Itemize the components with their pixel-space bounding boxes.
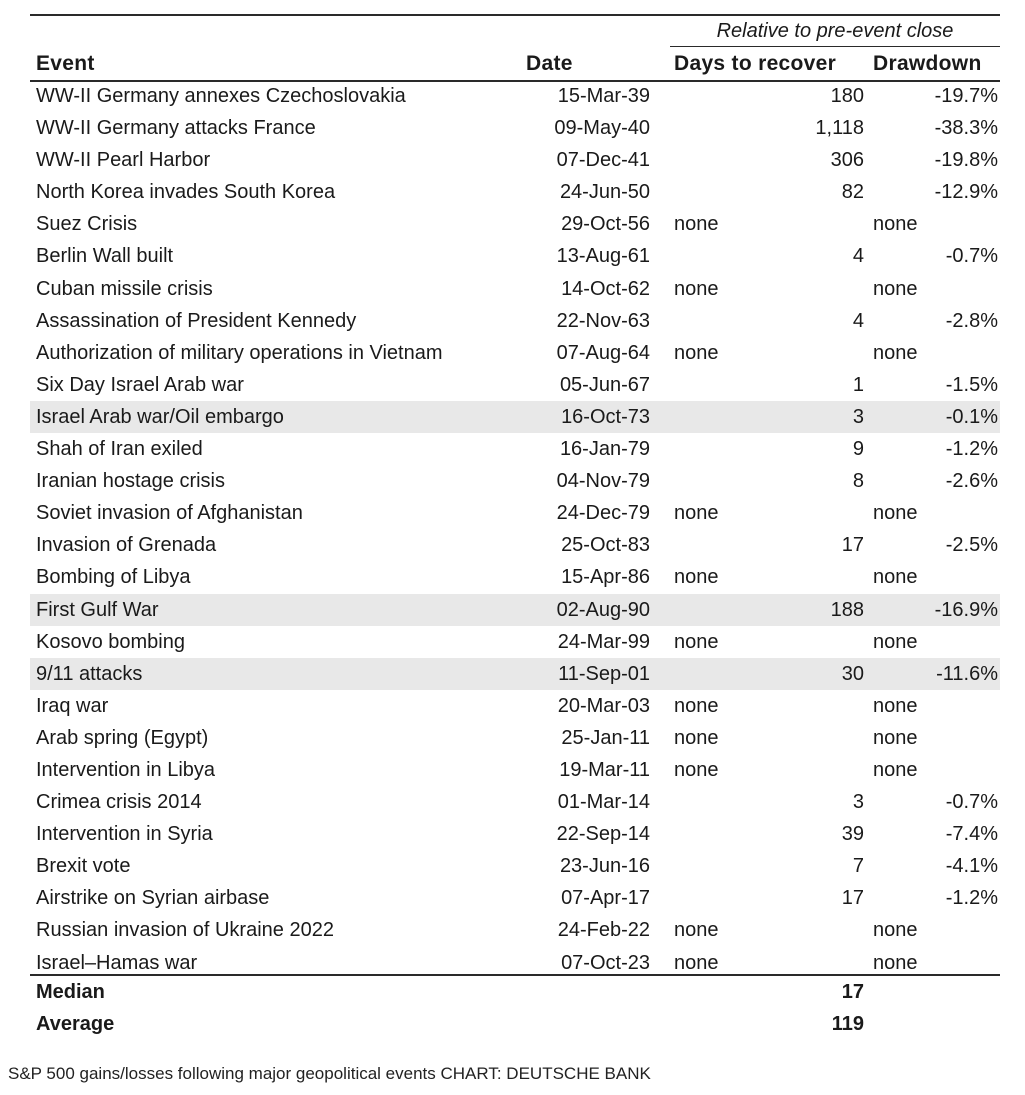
drawdown-cell: -16.9% xyxy=(934,598,998,621)
table-row xyxy=(30,690,1000,722)
event-cell: Brexit vote xyxy=(36,855,131,878)
drawdown-cell: none xyxy=(873,502,918,525)
table-row xyxy=(30,401,1000,433)
days-to-recover-cell: 3 xyxy=(852,405,864,428)
event-cell: Intervention in Syria xyxy=(36,823,213,846)
table-row xyxy=(30,465,1000,497)
table-row xyxy=(30,626,1000,658)
table-row xyxy=(30,754,1000,786)
event-cell: Suez Crisis xyxy=(36,213,138,236)
event-cell: Kosovo bombing xyxy=(36,630,185,653)
event-cell: Bombing of Libya xyxy=(36,566,191,589)
event-cell: WW-II Germany attacks France xyxy=(36,117,316,140)
days-to-recover-cell: none xyxy=(674,694,719,717)
days-to-recover-cell: 7 xyxy=(852,855,864,878)
median-days: 17 xyxy=(841,981,864,1003)
average-label: Average xyxy=(36,1013,115,1035)
days-to-recover-cell: none xyxy=(674,758,719,781)
table-row xyxy=(30,208,1000,240)
event-cell: Soviet invasion of Afghanistan xyxy=(36,502,303,525)
days-to-recover-cell: 82 xyxy=(841,181,864,204)
table-row xyxy=(30,305,1000,337)
drawdown-cell: none xyxy=(873,694,918,717)
days-to-recover-cell: 9 xyxy=(852,438,864,461)
days-to-recover-cell: 17 xyxy=(841,534,864,557)
chart-caption: S&P 500 gains/losses following major geopolitical events CHART: DEUTSCHE BANK xyxy=(8,1064,651,1083)
date-cell: 25-Oct-83 xyxy=(561,534,650,557)
days-to-recover-cell: 1 xyxy=(852,373,864,396)
days-to-recover-cell: 30 xyxy=(841,662,864,685)
days-to-recover-cell: none xyxy=(674,566,719,589)
date-cell: 07-Oct-23 xyxy=(561,951,650,974)
days-to-recover-cell: 1,118 xyxy=(815,117,864,140)
column-header-drawdown: Drawdown xyxy=(873,52,982,75)
drawdown-cell: -19.7% xyxy=(934,85,998,107)
date-cell: 29-Oct-56 xyxy=(561,213,650,236)
top-rule xyxy=(30,14,1000,16)
date-cell: 22-Nov-63 xyxy=(556,309,650,332)
event-cell: Cuban missile crisis xyxy=(36,277,213,300)
days-to-recover-cell: 4 xyxy=(852,309,864,332)
table-row xyxy=(30,658,1000,690)
event-cell: Israel Arab war/Oil embargo xyxy=(36,405,284,428)
column-header-days-to-recover: Days to recover xyxy=(674,52,837,75)
table-row xyxy=(30,112,1000,144)
group-header-rule xyxy=(670,46,1000,47)
event-cell: Iranian hostage crisis xyxy=(36,470,225,493)
drawdown-cell: -2.5% xyxy=(945,534,998,557)
date-cell: 09-May-40 xyxy=(554,117,650,140)
group-header: Relative to pre-event close xyxy=(716,20,954,42)
event-cell: 9/11 attacks xyxy=(36,662,143,685)
days-to-recover-cell: none xyxy=(674,341,719,364)
days-to-recover-cell: 39 xyxy=(841,823,864,846)
median-row xyxy=(30,976,1000,1008)
drawdown-cell: none xyxy=(873,277,918,300)
table-body xyxy=(30,80,1000,979)
days-to-recover-cell: 4 xyxy=(852,245,864,268)
days-to-recover-cell: none xyxy=(674,919,719,942)
drawdown-cell: -0.7% xyxy=(945,245,998,268)
date-cell: 22-Sep-14 xyxy=(556,823,650,846)
table-row xyxy=(30,850,1000,882)
date-cell: 04-Nov-79 xyxy=(556,470,650,493)
table-row xyxy=(30,914,1000,946)
date-cell: 23-Jun-16 xyxy=(559,855,650,878)
event-cell: Airstrike on Syrian airbase xyxy=(36,887,270,910)
days-to-recover-cell: none xyxy=(674,213,719,236)
days-to-recover-cell: none xyxy=(674,951,719,974)
table-row xyxy=(30,369,1000,401)
table-row xyxy=(30,433,1000,465)
date-cell: 05-Jun-67 xyxy=(559,373,650,396)
date-cell: 16-Oct-73 xyxy=(561,405,650,428)
event-cell: Shah of Iran exiled xyxy=(36,438,203,461)
date-cell: 07-Apr-17 xyxy=(561,887,650,910)
median-label: Median xyxy=(36,981,105,1003)
date-cell: 13-Aug-61 xyxy=(556,245,650,268)
days-to-recover-cell: none xyxy=(674,630,719,653)
date-cell: 01-Mar-14 xyxy=(557,791,650,814)
event-cell: Authorization of military operations in Vietnam xyxy=(36,341,443,364)
drawdown-cell: none xyxy=(873,630,918,653)
event-cell: Assassination of President Kennedy xyxy=(36,309,357,332)
date-cell: 11-Sep-01 xyxy=(558,662,650,685)
drawdown-cell: none xyxy=(873,758,918,781)
drawdown-cell: none xyxy=(873,951,918,974)
event-cell: Israel–Hamas war xyxy=(36,951,198,974)
days-to-recover-cell: 17 xyxy=(841,887,864,910)
drawdown-cell: none xyxy=(873,566,918,589)
drawdown-cell: -1.2% xyxy=(945,887,998,910)
days-to-recover-cell: 188 xyxy=(830,598,864,621)
drawdown-cell: -19.8% xyxy=(934,149,998,172)
days-to-recover-cell: none xyxy=(674,277,719,300)
drawdown-cell: none xyxy=(873,213,918,236)
date-cell: 07-Aug-64 xyxy=(556,341,650,364)
date-cell: 25-Jan-11 xyxy=(561,726,650,749)
drawdown-cell: -38.3% xyxy=(934,117,998,140)
event-cell: Iraq war xyxy=(36,694,109,717)
date-cell: 24-Mar-99 xyxy=(557,630,650,653)
table-row xyxy=(30,722,1000,754)
event-cell: Invasion of Grenada xyxy=(36,534,217,557)
date-cell: 15-Apr-86 xyxy=(561,566,650,589)
date-cell: 24-Jun-50 xyxy=(559,181,650,204)
table-row xyxy=(30,882,1000,914)
drawdown-cell: -0.7% xyxy=(945,791,998,814)
table-row xyxy=(30,80,1000,112)
drawdown-cell: -0.1% xyxy=(945,405,998,428)
event-cell: WW-II Pearl Harbor xyxy=(36,149,211,172)
drawdown-cell: -2.6% xyxy=(945,470,998,493)
drawdown-cell: none xyxy=(873,726,918,749)
date-cell: 15-Mar-39 xyxy=(557,85,650,107)
drawdown-cell: -2.8% xyxy=(945,309,998,332)
event-cell: Berlin Wall built xyxy=(36,245,174,268)
days-to-recover-cell: 306 xyxy=(830,149,864,172)
table-row xyxy=(30,786,1000,818)
event-cell: Crimea crisis 2014 xyxy=(36,791,202,814)
table-row xyxy=(30,818,1000,850)
drawdown-cell: -1.5% xyxy=(945,373,998,396)
date-cell: 24-Dec-79 xyxy=(556,502,650,525)
drawdown-cell: -7.4% xyxy=(945,823,998,846)
date-cell: 07-Dec-41 xyxy=(556,149,650,172)
drawdown-cell: none xyxy=(873,919,918,942)
drawdown-cell: none xyxy=(873,341,918,364)
drawdown-cell: -11.6% xyxy=(936,662,998,685)
event-cell: Six Day Israel Arab war xyxy=(36,373,244,396)
event-cell: Russian invasion of Ukraine 2022 xyxy=(36,919,334,942)
table-row xyxy=(30,497,1000,529)
table-row xyxy=(30,176,1000,208)
date-cell: 20-Mar-03 xyxy=(557,694,650,717)
days-to-recover-cell: 180 xyxy=(830,85,864,107)
days-to-recover-cell: none xyxy=(674,502,719,525)
table-row xyxy=(30,273,1000,305)
event-cell: WW-II Germany annexes Czechoslovakia xyxy=(36,85,406,107)
drawdown-cell: -4.1% xyxy=(945,855,998,878)
date-cell: 14-Oct-62 xyxy=(561,277,650,300)
event-cell: Intervention in Libya xyxy=(36,758,216,781)
days-to-recover-cell: none xyxy=(674,726,719,749)
days-to-recover-cell: 8 xyxy=(852,470,864,493)
column-header-event: Event xyxy=(36,52,95,75)
date-cell: 19-Mar-11 xyxy=(559,758,650,781)
date-cell: 02-Aug-90 xyxy=(556,598,650,621)
table-row xyxy=(30,529,1000,561)
drawdown-cell: -1.2% xyxy=(945,438,998,461)
days-to-recover-cell: 3 xyxy=(852,791,864,814)
event-cell: First Gulf War xyxy=(36,598,159,621)
column-header-date: Date xyxy=(526,52,573,75)
event-cell: North Korea invades South Korea xyxy=(36,181,336,204)
average-row xyxy=(30,1008,1000,1040)
average-days: 119 xyxy=(831,1013,864,1035)
table-row xyxy=(30,594,1000,626)
date-cell: 24-Feb-22 xyxy=(557,919,650,942)
table-row xyxy=(30,561,1000,593)
event-cell: Arab spring (Egypt) xyxy=(36,726,209,749)
date-cell: 16-Jan-79 xyxy=(559,438,650,461)
table-row xyxy=(30,337,1000,369)
table-row xyxy=(30,240,1000,272)
drawdown-cell: -12.9% xyxy=(934,181,998,204)
table-row xyxy=(30,144,1000,176)
